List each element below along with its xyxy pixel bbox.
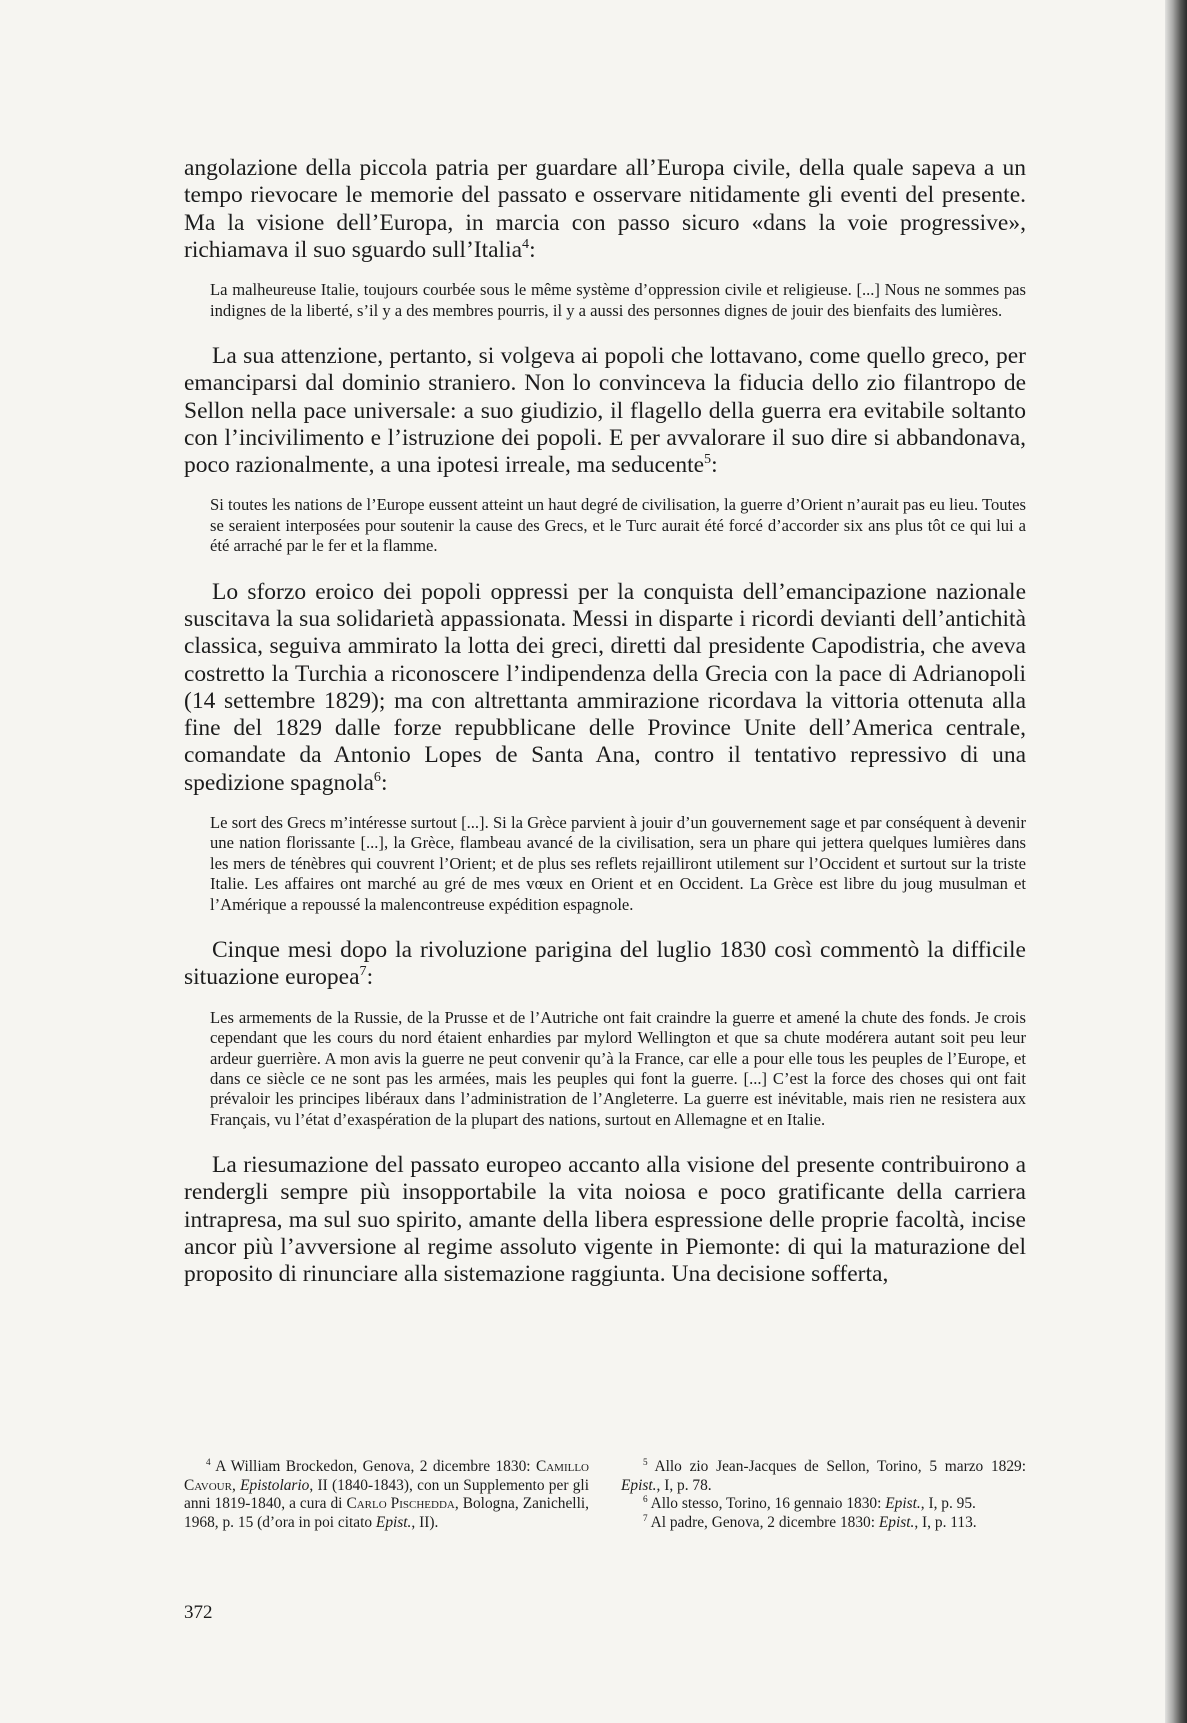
block-quote-2: Si toutes les nations de l’Europe eussent atteint un haut degré de civilisation, la guerre d’Orient n’aurait pas eu lieu. Toutes se seraient interposées pour soutenir la cause des Grecs, et le Turc aurait été forcé d’accorder six ans plus tôt ce qui lui a été arraché par le fer et la flamme. <box>210 495 1026 556</box>
footnote-ref-6: 6 <box>373 768 381 785</box>
footnote-7: $^7$ Al padre, Genova, 2 dicembre 1830: Epist., I, p. 113. <box>643 1512 977 1531</box>
footnote-5: $^5$ Allo zio Jean-Jacques de Sellon, Torino, 5 marzo 1829: Epist., I, p. 78. <box>621 1456 1027 1494</box>
block-quote-4: Les armements de la Russie, de la Prusse et de l’Autriche ont fait craindre la guerre et amené la chute des fonds. Je crois cependant que les cours du nord étaient enhardies par mylord Wellington et que sa chute modérera autant soit peu leur ardeur guerrière. A mon avis la guerre ne peut convenir qu’à la France, car elle a pour elle tous les peuples de l’Europe, et dans ce siècle ce ne sont pas les armées, mais les peuples qui font la guerre. [...] C’est la force des choses qui ont fait prévaloir les principes libéraux dans l’administration de l’Angleterre. La guerre est inévitable, mais rien ne resistera aux Français, vu l’état d’exaspération de la plupart des nations, surtout en Allemagne et en Italie. <box>210 1007 1026 1129</box>
footnote-6: $^6$ Allo stesso, Torino, 16 gennaio 1830: Epist., I, p. 95. <box>643 1494 976 1513</box>
paragraph-1: angolazione della piccola patria per guardare all’Europa civile, della quale sapeva a un tempo rievocare le memorie del passato e osservare nitidamente gli eventi del presente. Ma la visione dell’Europa, in marcia con passo sicuro «dans la voie progressive», richiamava il suo sguardo sull’Italia$^4$: <box>184 155 1026 263</box>
paragraph-5: La riesumazione del passato europeo accanto alla visione del presente contribuirono a rendergli sempre più insopportabile la vita noiosa e poco gratificante della carriera intrapresa, ma sul suo spirito, amante della libera espressione delle proprie facoltà, incise ancor più l’avversione al regime assoluto vigente in Piemonte: di qui la maturazione del proposito di rinunciare alla sistemazione raggiunta. Una decisione sofferta, <box>184 1152 1026 1288</box>
footnote-ref-7: 7 <box>359 963 367 980</box>
block-quote-1: La malheureuse Italie, toujours courbée sous le même système d’oppression civile et religieuse. [...] Nous ne sommes pas indignes de la liberté, s’il y a des membres pourris, il y a aussi des personnes dignes de jouir des bienfaits des lumières. <box>210 280 1026 320</box>
paragraph-4: Cinque mesi dopo la rivoluzione parigina del luglio 1830 così commentò la difficile situazione europea$^7$: <box>184 937 1026 991</box>
footnotes-left-column <box>184 1458 589 1532</box>
footnote-4: $^4$ A William Brockedon, Genova, 2 dicembre 1830: Camillo Cavour, Epistolario, II (1840-1843), con un Supplemento per gli anni 1819-1840, a cura di Carlo Pischedda, Bologna, Zanichelli, 1968, p. 15 (d’ora in poi citato Epist., II). <box>184 1456 589 1531</box>
block-quote-3: Le sort des Grecs m’intéresse surtout [...]. Si la Grèce parvient à jouir d’un gouvernement sage et par conséquent à devenir une nation florissante [...], la Grèce, flambeau avancé de la civilisation, sera un phare qui jettera quelques lumières dans les mers de ténèbres qui couvrent l’Orient; et de plus ses reflets rejailliront utilement sur l’Occident et surtout sur la triste Italie. Les affaires ont marché au gré de mes vœux en Orient et en Occident. La Grèce est libre du joug musulman et l’Amérique a repoussé la malencontreuse expédition espagnole. <box>210 813 1026 914</box>
footnotes-right-column <box>621 1458 1026 1532</box>
page-edge-shadow <box>1165 0 1187 1723</box>
page-number: 372 <box>184 1602 213 1623</box>
footnote-ref-4: 4 <box>522 236 530 253</box>
main-text-column <box>184 155 1026 1289</box>
footnotes <box>184 1458 1026 1532</box>
footnote-ref-5: 5 <box>704 451 712 468</box>
paragraph-3: Lo sforzo eroico dei popoli oppressi per la conquista dell’emancipazione nazionale suscitava la sua solidarietà appassionata. Messi in disparte i ricordi devianti dell’antichità classica, seguiva ammirato la lotta dei greci, diretti dal presidente Capodistria, che aveva costretto la Turchia a riconoscere l’indipendenza della Grecia con la pace di Adrianopoli (14 settembre 1829); ma con altrettanta ammirazione ricordava la vittoria ottenuta alla fine del 1829 dalle forze repubblicane delle Province Unite dell’America centrale, comandate da Antonio Lopes de Santa Ana, contro il tentativo repressivo di una spedizione spagnola$^6$: <box>184 578 1026 796</box>
paragraph-2: La sua attenzione, pertanto, si volgeva ai popoli che lottavano, come quello greco, per emanciparsi dal dominio straniero. Non lo convinceva la fiducia dello zio filantropo de Sellon nella pace universale: a suo giudizio, il flagello della guerra era evitabile soltanto con l’incivilimento e l’istruzione dei popoli. E per avvalorare il suo dire si abbandonava, poco razionalmente, a una ipotesi irreale, ma seducente$^5$: <box>184 343 1026 479</box>
